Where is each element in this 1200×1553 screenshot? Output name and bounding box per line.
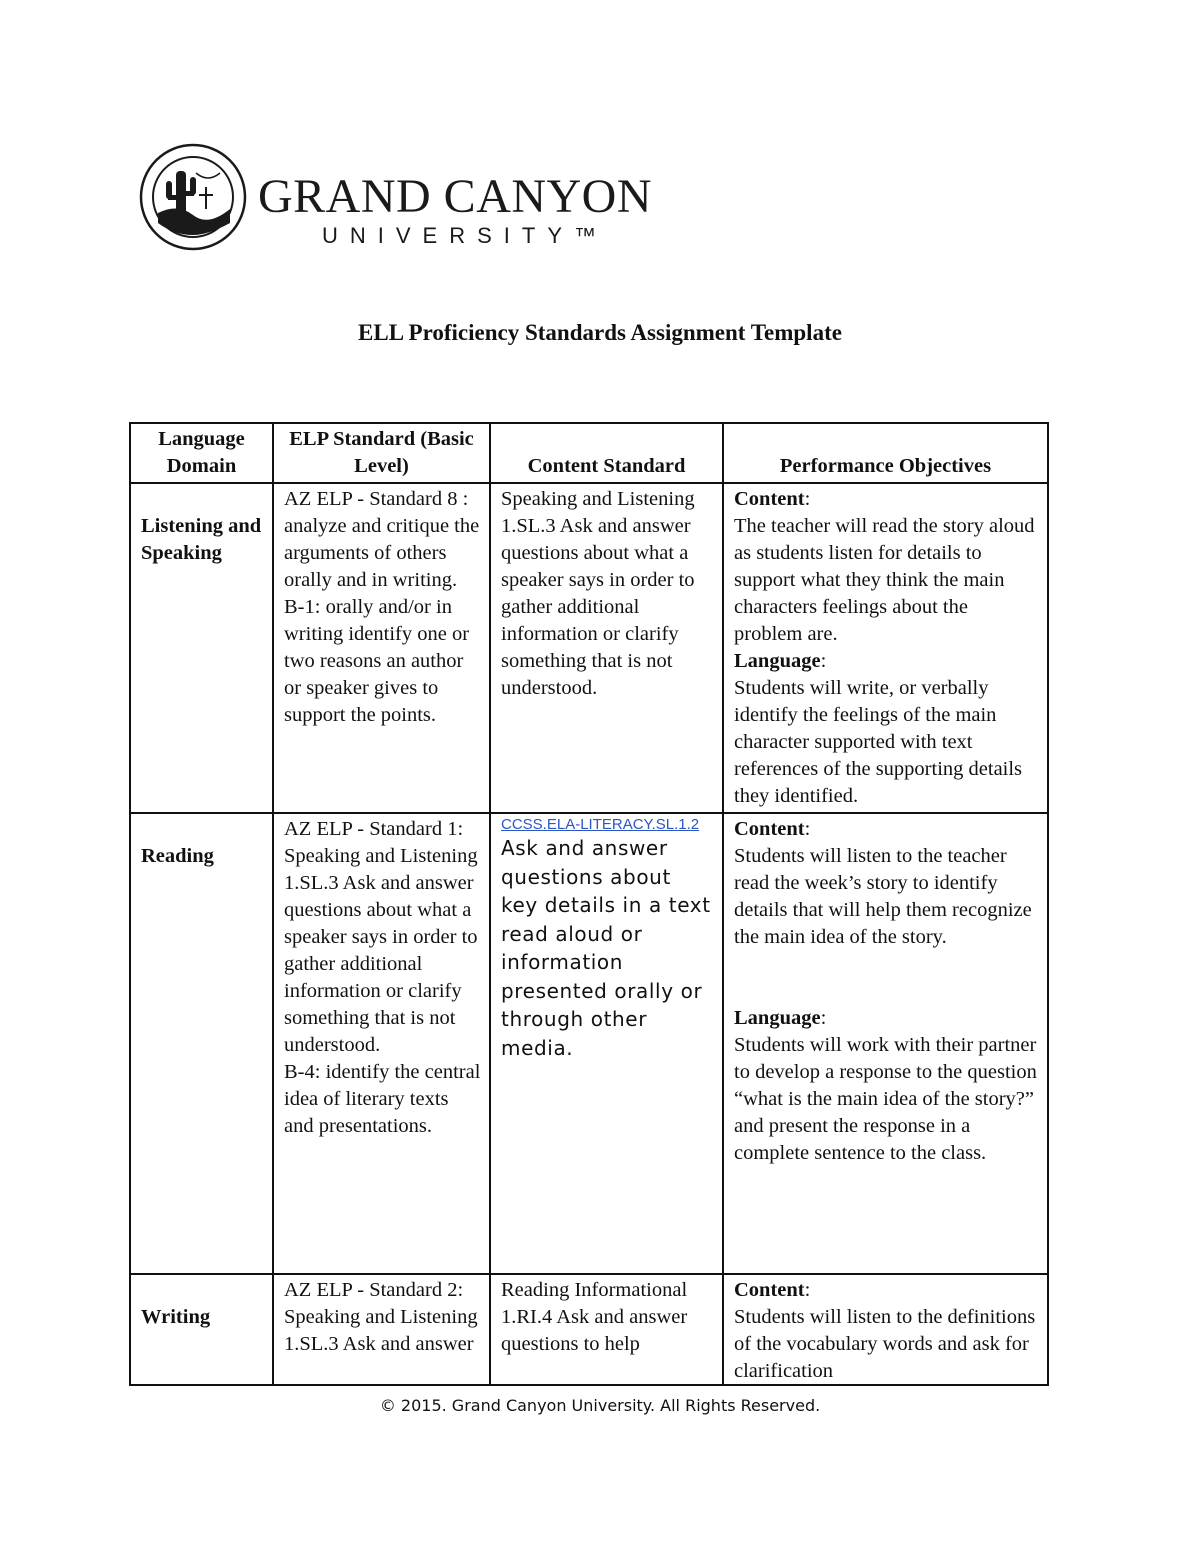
content-label: Content — [734, 1279, 805, 1301]
standard-link[interactable]: CCSS.ELA-LITERACY.SL.1.2 — [501, 816, 700, 833]
logo-name: GRAND CANYON — [258, 170, 653, 223]
header-elp-standard: ELP Standard (Basic Level) — [273, 423, 490, 483]
language-label: Language — [734, 650, 821, 672]
language-objective: Students will work with their partner to develop a response to the question “what is the main idea of the story?” and present the response in a complete sentence to the class. — [734, 1034, 1037, 1164]
table-header-row — [130, 423, 1048, 483]
elp-benchmark-text: B-4: identify the central idea of literary texts and presentations. — [284, 1061, 481, 1137]
content-objective: Students will listen to the teacher read the week’s story to identify details that will help them recognize the main idea of the story. — [734, 845, 1032, 948]
domain-cell: Listening and Speaking — [130, 483, 273, 813]
content-label: Content — [734, 488, 805, 510]
elp-standard-text: AZ ELP - Standard 2: Speaking and Listening 1.SL.3 Ask and answer — [284, 1279, 478, 1355]
content-cell — [490, 1274, 723, 1385]
content-label: Content — [734, 818, 805, 840]
university-seal-icon — [138, 143, 250, 251]
objectives-cell: Content: The teacher will read the story aloud as students listen for details to support what they think the main characters feelings about the problem are. Language: Students will write, or verbally identify the feelings of the main character supported with text references of the supporting details they identified. — [723, 483, 1048, 813]
elp-cell — [273, 813, 490, 1274]
standards-table — [129, 422, 1049, 1386]
header-performance-objectives: Performance Objectives — [723, 423, 1048, 483]
content-cell — [490, 813, 723, 1274]
elp-cell — [273, 483, 490, 813]
header-content-standard: Content Standard — [490, 423, 723, 483]
language-label: Language — [734, 1007, 821, 1029]
elp-cell — [273, 1274, 490, 1385]
domain-cell: Reading — [130, 813, 273, 1274]
copyright-footer: © 2015. Grand Canyon University. All Rights Reserved. — [379, 1396, 821, 1415]
content-standard-text: Ask and answer questions about key details in a text read aloud or information presented orally or through other media. — [501, 836, 711, 1060]
elp-standard-text: AZ ELP - Standard 8 : analyze and critique the arguments of others orally and in writing. — [284, 488, 480, 591]
table-row — [130, 483, 1048, 813]
content-cell: Speaking and Listening 1.SL.3 Ask and answer questions about what a speaker says in order to gather additional information or clarify something that is not understood. — [490, 483, 723, 813]
content-standard-text: Reading Informational 1.RI.4 Ask and answer questions to help — [501, 1279, 688, 1355]
logo-subtitle: UNIVERSITY™ — [322, 223, 609, 248]
language-objective: Students will write, or verbally identify the feelings of the main character supported with text references of the supporting details they identified. — [734, 677, 1023, 807]
elp-standard-text: AZ ELP - Standard 1: Speaking and Listening 1.SL.3 Ask and answer questions about what a speaker says in order to gather additional information or clarify something that is not understood. — [284, 818, 478, 1056]
content-objective: Students will listen to the definitions of the vocabulary words and ask for clarification — [734, 1306, 1036, 1382]
page-title: ELL Proficiency Standards Assignment Template — [358, 320, 842, 345]
university-logo — [138, 143, 653, 251]
objectives-cell: Content: Students will listen to the teacher read the week’s story to identify details that will help them recognize the main idea of the story. Language: Students will work with their partner to develop a response to the question “what is the main idea of the story?” and present the response in a complete sentence to the class. — [723, 813, 1048, 1274]
domain-cell: Writing — [130, 1274, 273, 1385]
header-language-domain: Language Domain — [130, 423, 273, 483]
elp-benchmark-text: B-1: orally and/or in writing identify one or two reasons an author or speaker gives to support the points. — [284, 596, 470, 726]
table-row — [130, 1274, 1048, 1385]
table-row — [130, 813, 1048, 1274]
objectives-cell: Content: Students will listen to the definitions of the vocabulary words and ask for clarification — [723, 1274, 1048, 1385]
content-objective: The teacher will read the story aloud as students listen for details to support what they think the main characters feelings about the problem are. — [734, 515, 1035, 645]
